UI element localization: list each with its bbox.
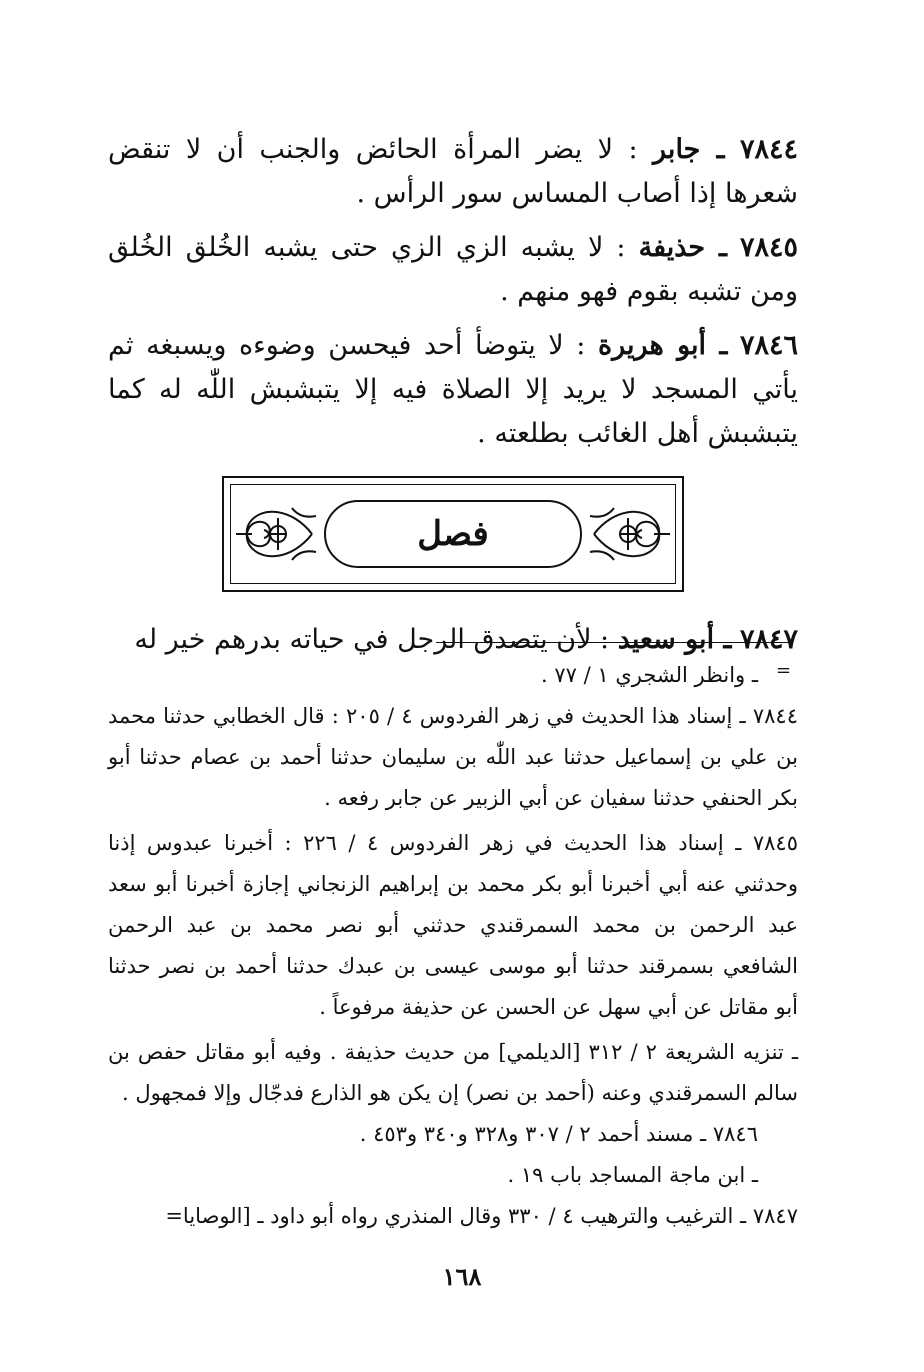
footnote: ـ وانظر الشجري ١ / ٧٧ .	[541, 663, 758, 687]
entry-number: ٧٨٤٧	[739, 624, 798, 655]
entry-narrator: جابر	[653, 134, 701, 165]
footnote-separator	[436, 642, 788, 643]
hadith-entry: ٧٨٤٥ ـ حذيفة : لا يشبه الزي الزي حتى يشبه الخُلق الخُلق ومن تشبه بقوم فهو منهم .	[108, 232, 798, 307]
entry-text: : لا يتوضأ أحد فيحسن وضوءه ويسبغه ثم يأتي المسجد لا يريد إلا الصلاة فيه إلا يتبشبش اللّٰه له كما يتبشبش أهل الغائب بطلعته .	[108, 330, 798, 449]
footnote: ٧٨٤٦ ـ مسند أحمد ٢ / ٣٠٧ و٣٢٨ و٣٤٠ و٤٥٣ .	[359, 1122, 758, 1146]
entry-narrator: حذيفة	[638, 232, 706, 263]
entry-narrator: أبو سعيد	[617, 624, 715, 655]
section-divider	[222, 476, 684, 592]
main-text	[108, 128, 798, 672]
entry-text: : لأن يتصدق الرجل في حياته بدرهم خير له	[134, 624, 610, 655]
page-number: ١٦٨	[442, 1262, 482, 1291]
section-title-frame	[324, 500, 582, 568]
footnote: ٧٨٤٧ ـ الترغيب والترهيب ٤ / ٣٣٠ وقال المنذري رواه أبو داود ـ [الوصايا=	[165, 1204, 798, 1228]
floral-ornament-icon	[582, 488, 674, 580]
hadith-entry: ٧٨٤٧ ـ أبو سعيد : لأن يتصدق الرجل في حياته بدرهم خير له	[134, 624, 798, 655]
footnotes	[108, 655, 798, 1237]
floral-ornament-icon	[232, 488, 324, 580]
hadith-entry: ٧٨٤٤ ـ جابر : لا يضر المرأة الحائض والجنب أن لا تنقض شعرها إذا أصاب المساس سور الرأس .	[108, 134, 798, 209]
footnote: ـ ابن ماجة المساجد باب ١٩ .	[507, 1163, 758, 1187]
continuation-mark: =	[776, 660, 792, 681]
hadith-entry: ٧٨٤٦ ـ أبو هريرة : لا يتوضأ أحد فيحسن وضوءه ويسبغه ثم يأتي المسجد لا يريد إلا الصلاة فيه إلا يتبشبش اللّٰه له كما يتبشبش أهل الغائب بطلعته .	[108, 330, 798, 449]
entry-number: ٧٨٤٥	[739, 232, 798, 263]
section-heading: فصل	[417, 514, 489, 554]
entry-narrator: أبو هريرة	[597, 330, 707, 361]
entry-number: ٧٨٤٦	[739, 330, 798, 361]
entry-text: : لا يضر المرأة الحائض والجنب أن لا تنقض شعرها إذا أصاب المساس سور الرأس .	[108, 134, 798, 209]
footnote: ـ تنزيه الشريعة ٢ / ٣١٢ [الديلمي] من حديث حذيفة . وفيه أبو مقاتل حفص بن سالم السمرقندي وعنه (أحمد بن نصر) إن يكن هو الذارع فدجّال وإلا فمجهول .	[108, 1040, 798, 1105]
footnote: ٧٨٤٤ ـ إسناد هذا الحديث في زهر الفردوس ٤ / ٢٠٥ : قال الخطابي حدثنا محمد بن علي بن إسماعيل حدثنا عبد اللّٰه بن سليمان حدثنا أحمد بن عصام حدثنا أبو بكر الحنفي حدثنا سفيان عن أبي الزبير عن جابر رفعه .	[108, 704, 798, 810]
entry-text: : لا يشبه الزي الزي حتى يشبه الخُلق الخُلق ومن تشبه بقوم فهو منهم .	[108, 232, 798, 307]
entry-number: ٧٨٤٤	[739, 134, 798, 165]
footnote: ٧٨٤٥ ـ إسناد هذا الحديث في زهر الفردوس ٤ / ٢٢٦ : أخبرنا عبدوس إذنا وحدثني عنه أبي أخبرنا أبو بكر محمد بن إبراهيم الزنجاني إجازة أخبرنا أبو سعد عبد الرحمن بن محمد السمرقندي حدثني أبو نصر محمد بن عبد الرحمن الشافعي بسمرقند حدثنا أبو موسى عيسى بن عبدك حدثنا أحمد بن نصر حدثنا أبو مقاتل عن أبي سهل عن الحسن عن حذيفة مرفوعاً .	[108, 831, 798, 1019]
